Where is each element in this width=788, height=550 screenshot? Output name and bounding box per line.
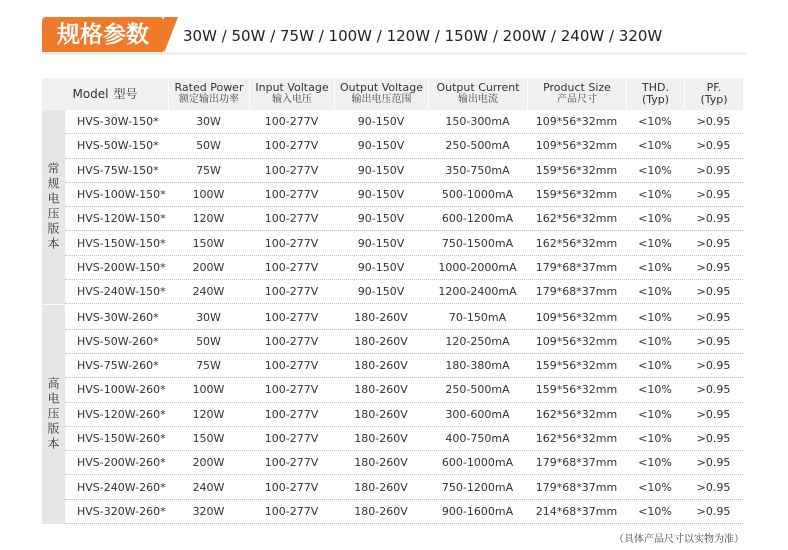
table-row: [65, 451, 743, 475]
cell-thd: <10%: [638, 407, 672, 421]
cell-product-size: 179*68*37mm: [535, 285, 618, 299]
table-row: [65, 427, 743, 451]
cell-thd: <10%: [638, 383, 672, 397]
cell-pf: >0.95: [696, 359, 731, 373]
group-label-text: 高电压版本: [46, 377, 60, 453]
header-thd: [626, 78, 684, 110]
cell-rated-power: 200W: [192, 456, 225, 470]
row-group: [42, 110, 743, 304]
header-output-voltage-en: Output Voltage: [340, 81, 423, 94]
cell-input-voltage: 100-277V: [264, 115, 319, 129]
cell-rated-power: 100W: [192, 383, 225, 397]
cell-pf: >0.95: [696, 480, 731, 494]
cell-output-voltage: 180-260V: [354, 456, 408, 470]
cell-model: HVS-150W-150*: [77, 236, 166, 250]
cell-input-voltage: 100-277V: [264, 480, 319, 494]
cell-thd: <10%: [638, 163, 672, 177]
cell-rated-power: 150W: [192, 432, 225, 445]
header-thd-en: THD.: [642, 81, 669, 94]
cell-input-voltage: 100-277V: [264, 236, 319, 250]
header-model-en: Model: [72, 87, 109, 101]
cell-pf: >0.95: [696, 334, 731, 348]
cell-rated-power: 200W: [192, 260, 225, 274]
cell-input-voltage: 100-277V: [264, 383, 319, 397]
cell-output-current: 1200-2400mA: [438, 285, 517, 299]
cell-product-size: 162*56*32mm: [535, 212, 618, 226]
cell-rated-power: 150W: [192, 236, 225, 250]
cell-output-voltage: 90-150V: [357, 115, 405, 129]
cell-product-size: 159*56*32mm: [535, 163, 618, 177]
cell-output-voltage: 180-260V: [354, 480, 408, 494]
cell-thd: <10%: [638, 285, 672, 299]
table-row: [65, 183, 743, 207]
cell-output-current: 750-1200mA: [441, 480, 514, 494]
cell-output-current: 120-250mA: [445, 334, 510, 348]
cell-model: HVS-200W-260*: [77, 456, 166, 470]
cell-product-size: 162*56*32mm: [535, 236, 618, 250]
cell-model: HVS-30W-260*: [77, 310, 159, 324]
cell-pf: >0.95: [696, 285, 731, 299]
cell-output-voltage: 180-260V: [354, 310, 408, 324]
table-row: [65, 378, 743, 402]
cell-output-current: 400-750mA: [445, 432, 510, 445]
group-label-text: 常规电压版本: [46, 162, 60, 253]
header-output-current-en: Output Current: [436, 81, 520, 94]
cell-model: HVS-100W-150*: [77, 188, 166, 202]
cell-input-voltage: 100-277V: [264, 212, 319, 226]
cell-output-voltage: 90-150V: [357, 139, 405, 153]
cell-product-size: 109*56*32mm: [535, 310, 618, 324]
cell-product-size: 109*56*32mm: [535, 115, 618, 129]
cell-input-voltage: 100-277V: [264, 407, 319, 421]
cell-output-voltage: 180-260V: [354, 334, 408, 348]
header-input-voltage-en: Input Voltage: [255, 81, 329, 94]
table-row: [65, 110, 743, 134]
cell-model: HVS-50W-260*: [77, 334, 159, 348]
cell-pf: >0.95: [696, 432, 731, 445]
cell-product-size: 214*68*37mm: [535, 504, 618, 518]
cell-thd: <10%: [638, 188, 672, 202]
cell-rated-power: 30W: [196, 115, 221, 129]
header-output-voltage-cn: 输出电压范围: [351, 94, 412, 105]
cell-input-voltage: 100-277V: [264, 163, 319, 177]
cell-output-voltage: 180-260V: [354, 504, 408, 518]
cell-output-voltage: 180-260V: [354, 383, 408, 397]
cell-thd: <10%: [638, 260, 672, 274]
table-header: [42, 78, 743, 110]
row-group: [42, 304, 743, 524]
cell-output-voltage: 180-260V: [354, 432, 408, 445]
cell-model: HVS-240W-260*: [77, 480, 166, 494]
header-thd-typ: (Typ): [641, 93, 670, 106]
cell-rated-power: 320W: [192, 504, 225, 518]
section-title-tag: 规格参数: [42, 17, 164, 53]
header-output-voltage: [334, 78, 428, 110]
group-label: [42, 110, 65, 304]
cell-pf: >0.95: [696, 115, 731, 129]
header-rated-power-cn: 额定输出功率: [179, 94, 239, 105]
cell-output-current: 600-1000mA: [441, 456, 514, 470]
header-rated-power-en: Rated Power: [174, 81, 244, 94]
header-output-current-cn: 输出电流: [458, 94, 498, 105]
cell-input-voltage: 100-277V: [264, 504, 319, 518]
cell-product-size: 162*56*32mm: [535, 432, 618, 445]
cell-thd: <10%: [638, 212, 672, 226]
cell-output-current: 600-1200mA: [441, 212, 514, 226]
cell-thd: <10%: [638, 480, 672, 494]
cell-output-voltage: 90-150V: [357, 260, 405, 274]
cell-pf: >0.95: [696, 456, 731, 470]
spec-table: [42, 78, 743, 524]
cell-output-current: 300-600mA: [445, 407, 510, 421]
cell-input-voltage: 100-277V: [264, 310, 319, 324]
header-rated-power: [168, 78, 249, 110]
cell-output-current: 350-750mA: [445, 163, 510, 177]
cell-input-voltage: 100-277V: [264, 334, 319, 348]
table-row: [65, 475, 743, 499]
cell-output-voltage: 90-150V: [357, 236, 405, 250]
cell-pf: >0.95: [696, 504, 731, 518]
cell-output-voltage: 90-150V: [357, 285, 405, 299]
header-pf-typ: (Typ): [700, 93, 728, 106]
cell-model: HVS-50W-150*: [77, 139, 159, 153]
cell-output-current: 180-380mA: [445, 359, 510, 373]
table-row: [65, 280, 743, 304]
header-product-size-en: Product Size: [543, 81, 611, 94]
header-input-voltage-cn: 输入电压: [272, 94, 312, 105]
table-row: [65, 330, 743, 354]
title-divider: [42, 52, 746, 55]
cell-pf: >0.95: [696, 383, 731, 397]
cell-model: HVS-320W-260*: [77, 504, 166, 518]
header-product-size: [527, 78, 626, 110]
cell-input-voltage: 100-277V: [264, 139, 319, 153]
cell-pf: >0.95: [696, 139, 731, 153]
cell-pf: >0.95: [696, 407, 731, 421]
cell-thd: <10%: [638, 359, 672, 373]
cell-model: HVS-120W-260*: [77, 407, 166, 421]
cell-pf: >0.95: [696, 163, 731, 177]
cell-model: HVS-120W-150*: [77, 212, 166, 226]
table-body: [42, 110, 743, 524]
cell-rated-power: 75W: [196, 163, 221, 177]
header-output-current: [428, 78, 527, 110]
cell-product-size: 159*56*32mm: [535, 188, 618, 202]
cell-model: HVS-30W-150*: [77, 115, 159, 129]
header-pf-en: PF.: [706, 81, 722, 94]
cell-output-current: 250-500mA: [445, 139, 510, 153]
group-label: [42, 305, 65, 524]
cell-thd: <10%: [638, 236, 672, 250]
cell-output-current: 500-1000mA: [441, 188, 514, 202]
cell-output-current: 150-300mA: [445, 115, 510, 129]
cell-rated-power: 120W: [192, 407, 225, 421]
header-model-cn: 型号: [113, 87, 138, 101]
cell-product-size: 162*56*32mm: [535, 407, 618, 421]
wattage-list: 30W / 50W / 75W / 100W / 120W / 150W / 200W / 240W / 320W: [183, 27, 663, 45]
cell-model: HVS-150W-260*: [77, 432, 166, 445]
cell-product-size: 179*68*37mm: [535, 260, 618, 274]
cell-rated-power: 240W: [192, 285, 225, 299]
cell-thd: <10%: [638, 310, 672, 324]
header-input-voltage: [249, 78, 334, 110]
cell-product-size: 159*56*32mm: [535, 359, 618, 373]
cell-model: HVS-100W-260*: [77, 383, 166, 397]
header-pf: [684, 78, 743, 110]
cell-pf: >0.95: [696, 188, 731, 202]
cell-input-voltage: 100-277V: [264, 432, 319, 445]
cell-model: HVS-240W-150*: [77, 285, 166, 299]
cell-output-current: 900-1600mA: [441, 504, 514, 518]
table-row: [65, 134, 743, 158]
cell-output-voltage: 90-150V: [357, 188, 405, 202]
table-row: [65, 305, 743, 329]
cell-output-voltage: 180-260V: [354, 359, 408, 373]
cell-model: HVS-75W-260*: [77, 359, 159, 373]
cell-product-size: 179*68*37mm: [535, 456, 618, 470]
cell-product-size: 109*56*32mm: [535, 139, 618, 153]
cell-rated-power: 50W: [196, 334, 221, 348]
cell-product-size: 159*56*32mm: [535, 383, 618, 397]
cell-product-size: 179*68*37mm: [535, 480, 618, 494]
cell-rated-power: 50W: [196, 139, 221, 153]
cell-thd: <10%: [638, 139, 672, 153]
cell-output-voltage: 90-150V: [357, 212, 405, 226]
cell-thd: <10%: [638, 504, 672, 518]
cell-model: HVS-200W-150*: [77, 260, 166, 274]
cell-pf: >0.95: [696, 212, 731, 226]
cell-pf: >0.95: [696, 310, 731, 324]
cell-thd: <10%: [638, 115, 672, 129]
cell-input-voltage: 100-277V: [264, 285, 319, 299]
cell-product-size: 109*56*32mm: [535, 334, 618, 348]
cell-rated-power: 240W: [192, 480, 225, 494]
cell-input-voltage: 100-277V: [264, 456, 319, 470]
cell-input-voltage: 100-277V: [264, 260, 319, 274]
table-row: [65, 500, 743, 524]
cell-output-current: 1000-2000mA: [438, 260, 517, 274]
header-model: [42, 78, 168, 110]
cell-input-voltage: 100-277V: [264, 359, 319, 373]
cell-pf: >0.95: [696, 260, 731, 274]
table-row: [65, 403, 743, 427]
cell-rated-power: 75W: [196, 359, 221, 373]
cell-output-current: 250-500mA: [445, 383, 510, 397]
cell-output-voltage: 90-150V: [357, 163, 405, 177]
cell-pf: >0.95: [696, 236, 731, 250]
cell-thd: <10%: [638, 456, 672, 470]
size-footnote: （具体产品尺寸以实物为准）: [614, 534, 744, 545]
cell-output-current: 70-150mA: [448, 310, 507, 324]
table-row: [65, 354, 743, 378]
cell-output-voltage: 180-260V: [354, 407, 408, 421]
table-row: [65, 231, 743, 255]
table-row: [65, 256, 743, 280]
cell-input-voltage: 100-277V: [264, 188, 319, 202]
header-product-size-cn: 产品尺寸: [557, 94, 597, 105]
cell-thd: <10%: [638, 432, 672, 445]
cell-rated-power: 120W: [192, 212, 225, 226]
cell-rated-power: 30W: [196, 310, 221, 324]
cell-output-current: 750-1500mA: [441, 236, 514, 250]
cell-thd: <10%: [638, 334, 672, 348]
table-row: [65, 159, 743, 183]
cell-rated-power: 100W: [192, 188, 225, 202]
table-row: [65, 207, 743, 231]
cell-model: HVS-75W-150*: [77, 163, 159, 177]
